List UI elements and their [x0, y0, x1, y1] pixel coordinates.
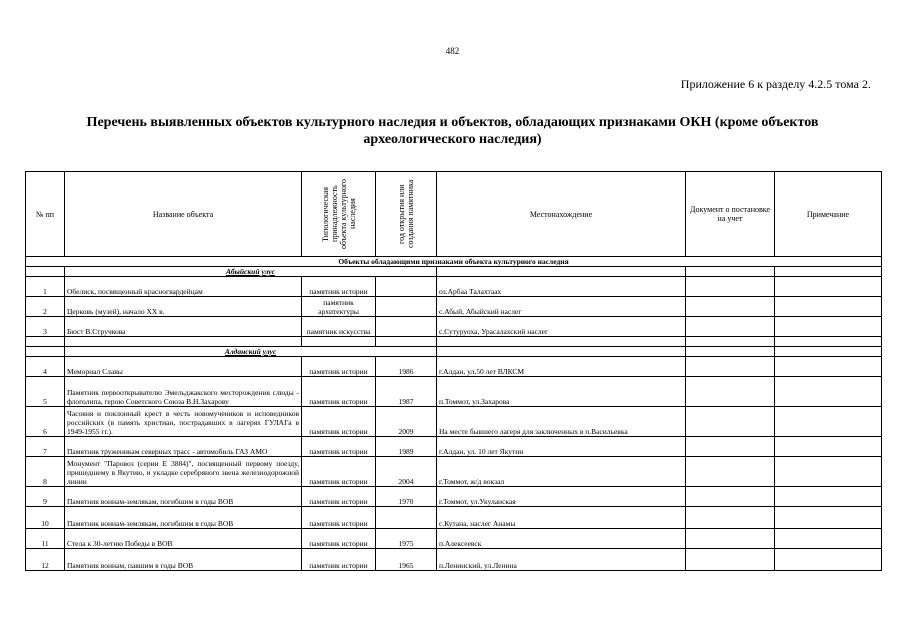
table-row — [26, 437, 882, 457]
empty-cell — [775, 267, 882, 277]
object-year: 1975 — [376, 529, 437, 549]
page-number: 482 — [445, 46, 460, 56]
table-row — [26, 457, 882, 487]
object-document — [686, 317, 775, 337]
object-year — [376, 277, 437, 297]
object-note — [775, 487, 882, 507]
row-number: 6 — [26, 407, 65, 437]
row-number: 7 — [26, 437, 65, 457]
appendix-reference: Приложение 6 к разделу 4.2.5 тома 2. — [680, 77, 871, 91]
header-type-text: Типологическая принадлежность объекта культурного наследия — [320, 179, 357, 249]
object-name: Монумент "Паровоз (серии Е 3884)", посвященный первому поезду, пришедшему в Якутию, и укладке серебряного звена железнодорожной линии — [65, 457, 302, 487]
heritage-objects-table — [25, 171, 882, 571]
object-type: памятник истории — [302, 377, 376, 407]
empty-cell — [686, 267, 775, 277]
object-year: 1970 — [376, 487, 437, 507]
district-row — [26, 347, 882, 357]
table-header-row — [26, 172, 882, 257]
object-location: г.Алдан, ул.50 лет ВЛКСМ — [437, 357, 686, 377]
object-note — [775, 297, 882, 317]
header-type — [302, 172, 376, 257]
object-year: 1965 — [376, 549, 437, 571]
object-name: Часовня и поклонный крест в честь новомучеников и исповедников российских (в память христиан, пострадавших в лагерях ГУЛАГа в 1949-1955 гг.). — [65, 407, 302, 437]
object-type: памятник истории — [302, 407, 376, 437]
object-location: с.Кутана, наслег Анамы — [437, 507, 686, 529]
table-row — [26, 317, 882, 337]
object-note — [775, 317, 882, 337]
object-type: памятник истории — [302, 549, 376, 571]
section-title: Объекты обладающими признаками объекта культурного наследия — [26, 257, 882, 267]
object-type: памятник архитектуры — [302, 297, 376, 317]
table-row — [26, 529, 882, 549]
object-note — [775, 529, 882, 549]
row-number: 8 — [26, 457, 65, 487]
object-name: Бюст В.Стручкова — [65, 317, 302, 337]
object-note — [775, 377, 882, 407]
object-location: с.Сутуруоха, Урасалахский наслег — [437, 317, 686, 337]
object-document — [686, 457, 775, 487]
object-location: г.Алдан, ул. 10 лет Якутии — [437, 437, 686, 457]
object-note — [775, 457, 882, 487]
table-row — [26, 377, 882, 407]
object-location: п.Ленинский, ул.Ленина — [437, 549, 686, 571]
object-location: с.Абый, Абыйский наслег — [437, 297, 686, 317]
row-number: 11 — [26, 529, 65, 549]
row-number: 2 — [26, 297, 65, 317]
row-number: 4 — [26, 357, 65, 377]
empty-cell — [26, 267, 65, 277]
row-number: 10 — [26, 507, 65, 529]
empty-cell — [686, 347, 775, 357]
object-name: Церковь (музей), начало XX в. — [65, 297, 302, 317]
document-title: Перечень выявленных объектов культурного наследия и объектов, обладающих признаками ОКН (кроме объектов археологического наследия) — [86, 115, 819, 147]
spacer-row — [26, 337, 882, 347]
row-number: 9 — [26, 487, 65, 507]
object-year: 1986 — [376, 357, 437, 377]
object-year: 1989 — [376, 437, 437, 457]
object-type: памятник истории — [302, 457, 376, 487]
object-year — [376, 297, 437, 317]
object-document — [686, 277, 775, 297]
object-note — [775, 549, 882, 571]
district-name: Алданский улус — [65, 347, 437, 357]
object-name: Стела к 30-летию Победы в ВОВ — [65, 529, 302, 549]
empty-cell — [26, 347, 65, 357]
header-name: Название объекта — [65, 172, 302, 257]
header-location: Местонахождение — [437, 172, 686, 257]
object-document — [686, 507, 775, 529]
object-year: 2009 — [376, 407, 437, 437]
object-type: памятник истории — [302, 487, 376, 507]
section-row — [26, 257, 882, 267]
object-document — [686, 297, 775, 317]
object-name: Мемориал Славы — [65, 357, 302, 377]
table-row — [26, 487, 882, 507]
header-document: Документ о постановке на учет — [686, 172, 775, 257]
object-note — [775, 277, 882, 297]
object-year: 2004 — [376, 457, 437, 487]
header-num: № пп — [26, 172, 65, 257]
district-name: Абыйский улус — [65, 267, 437, 277]
object-location: п.Томмот, ул.Захарова — [437, 377, 686, 407]
object-name: Обелиск, посвященный красногвардейцам — [65, 277, 302, 297]
table-row — [26, 357, 882, 377]
table-row — [26, 507, 882, 529]
object-document — [686, 529, 775, 549]
row-number: 3 — [26, 317, 65, 337]
object-year: 1987 — [376, 377, 437, 407]
district-row — [26, 267, 882, 277]
empty-cell — [437, 347, 686, 357]
table-row — [26, 277, 882, 297]
object-name: Памятник воинам-землякам, погибшим в годы ВОВ — [65, 507, 302, 529]
object-location: п.Алексеевск — [437, 529, 686, 549]
header-year-text: год открытия или создания памятника — [397, 179, 415, 249]
object-type: памятник истории — [302, 507, 376, 529]
object-year — [376, 507, 437, 529]
object-note — [775, 407, 882, 437]
object-document — [686, 407, 775, 437]
empty-cell — [437, 267, 686, 277]
header-year — [376, 172, 437, 257]
table-row — [26, 297, 882, 317]
object-name: Памятник воинам, павшим в годы ВОВ — [65, 549, 302, 571]
object-type: памятник истории — [302, 357, 376, 377]
object-note — [775, 437, 882, 457]
row-number: 12 — [26, 549, 65, 571]
row-number: 5 — [26, 377, 65, 407]
object-document — [686, 357, 775, 377]
object-location: г.Томмот, ж/д вокзал — [437, 457, 686, 487]
empty-cell — [775, 347, 882, 357]
header-note: Примечание — [775, 172, 882, 257]
object-name: Памятник воинам-землякам, погибшим в годы ВОВ — [65, 487, 302, 507]
object-type: памятник истории — [302, 437, 376, 457]
row-number: 1 — [26, 277, 65, 297]
object-document — [686, 487, 775, 507]
object-document — [686, 437, 775, 457]
object-type: памятник истории — [302, 277, 376, 297]
object-note — [775, 507, 882, 529]
object-document — [686, 377, 775, 407]
table-row — [26, 549, 882, 571]
object-name: Памятник труженикам северных трасс - автомобиль ГАЗ АМО — [65, 437, 302, 457]
object-location: г.Томмот, ул.Укуланская — [437, 487, 686, 507]
object-type: памятник искусства — [302, 317, 376, 337]
table-row — [26, 407, 882, 437]
object-location: На месте бывшего лагеря для заключенных в п.Васильевка — [437, 407, 686, 437]
object-name: Памятник первооткрывателю Эмельджакского месторождения слюды - флоголипа, герою Советского Союза В.Н.Захарову — [65, 377, 302, 407]
object-note — [775, 357, 882, 377]
object-document — [686, 549, 775, 571]
object-year — [376, 317, 437, 337]
object-location: оз.Арбаа Талахтаах — [437, 277, 686, 297]
object-type: памятник истории — [302, 529, 376, 549]
